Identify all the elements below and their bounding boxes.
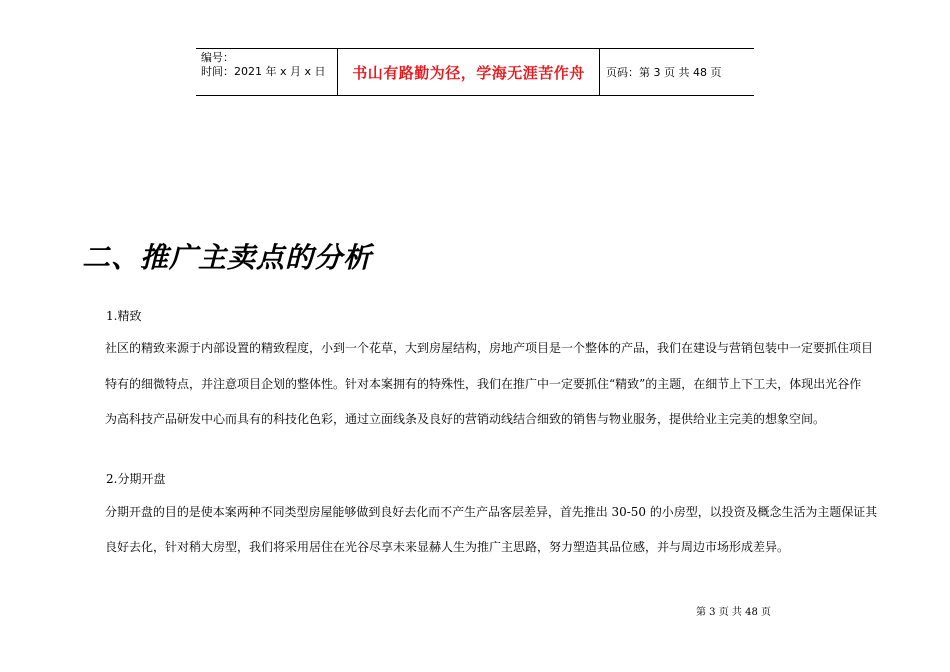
section-title: 二、推广主卖点的分析 xyxy=(82,241,373,274)
document-number-label: 编号： xyxy=(201,51,234,64)
subsection-heading-refinement: 1.精致 xyxy=(106,309,142,323)
paragraph-line: 分期开盘的目的是使本案两种不同类型房屋能够做到良好去化而不产生产品客层差异，首先推出 30-50 的小房型，以投资及概念生活为主题保证其 xyxy=(105,505,878,519)
subsection-heading-phased-opening: 2.分期开盘 xyxy=(106,472,166,486)
paragraph-line: 特有的细微特点，并注意项目企划的整体性。针对本案拥有的特殊性，我们在推广中一定要抓住“精致”的主题，在细节上下工夫，体现出光谷作 xyxy=(105,377,862,391)
page-header xyxy=(196,48,754,96)
header-page-code: 页码：第 3 页 共 48 页 xyxy=(606,66,722,79)
paragraph-line: 为高科技产品研发中心而具有的科技化色彩，通过立面线条及良好的营销动线结合细致的销售与物业服务，提供给业主完美的想象空间。 xyxy=(105,412,826,426)
paragraph-line: 社区的精致来源于内部设置的精致程度，小到一个花草，大到房屋结构，房地产项目是一个整体的产品，我们在建设与营销包装中一定要抓住项目 xyxy=(105,341,874,355)
header-meta xyxy=(196,49,338,95)
header-motto: 书山有路勤为径，学海无涯苦作舟 xyxy=(338,49,600,95)
document-date: 时间：2021 年 x 月 x 日 xyxy=(201,65,326,78)
page-footer: 第 3 页 共 48 页 xyxy=(696,607,771,618)
paragraph-line: 良好去化，针对稍大房型，我们将采用居住在光谷尽享未来显赫人生为推广主思路，努力塑造其品位感，并与周边市场形成差异。 xyxy=(105,540,790,554)
